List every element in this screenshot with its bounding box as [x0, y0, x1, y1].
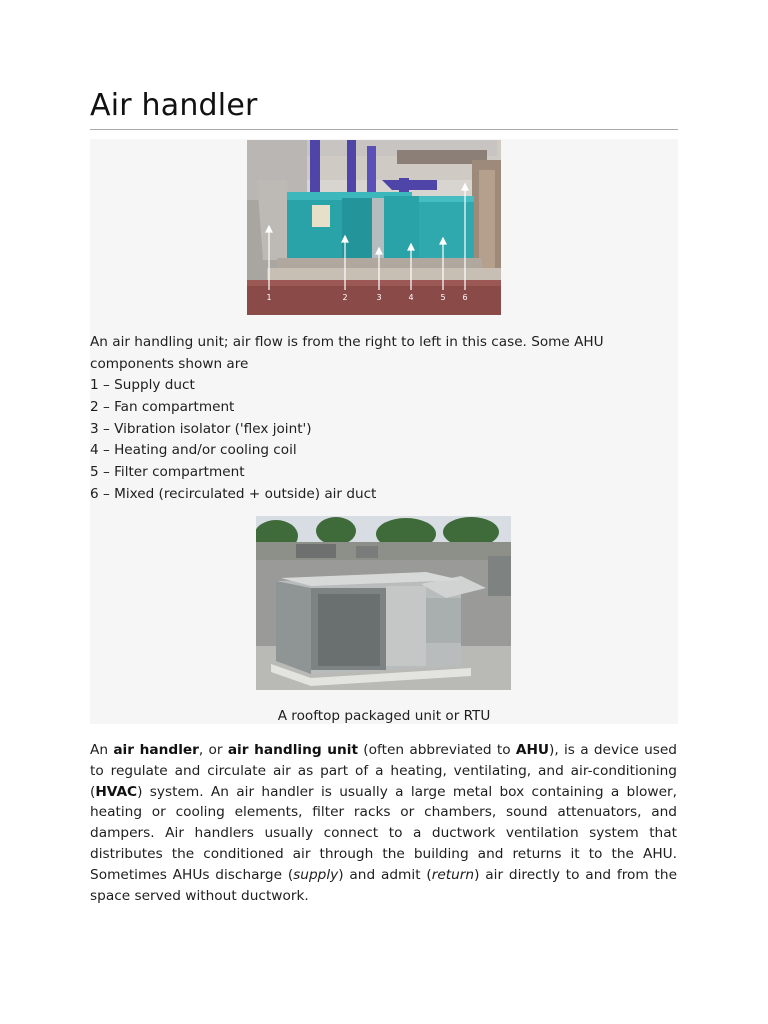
- term-air-handler: air handler: [113, 742, 199, 758]
- ahu-illustration: [247, 140, 501, 315]
- title-divider: [90, 129, 678, 130]
- figure2-caption: A rooftop packaged unit or RTU: [277, 708, 491, 724]
- callout-label: 5: [440, 293, 446, 302]
- components-list: [90, 375, 678, 506]
- page-title: Air handler: [90, 88, 258, 123]
- figure1-caption-intro: An air handling unit; air flow is from the right to left in this case. Some AHU components shown are: [90, 334, 604, 372]
- callout-label: 6: [462, 293, 468, 302]
- callout-label: 2: [342, 293, 348, 302]
- rooftop-unit-photo: [256, 516, 511, 690]
- list-item: 6 – Mixed (recirculated + outside) air duct: [90, 485, 377, 502]
- callout-label: 4: [408, 293, 414, 302]
- term-hvac: HVAC: [95, 783, 138, 800]
- term-return: return: [431, 866, 475, 883]
- list-item: 5 – Filter compartment: [90, 464, 245, 481]
- air-handling-unit-photo: [247, 140, 501, 315]
- list-item: 1 – Supply duct: [90, 377, 195, 393]
- list-item: 4 – Heating and/or cooling coil: [90, 442, 297, 459]
- rtu-illustration: [256, 516, 511, 690]
- callout-label: 1: [266, 293, 272, 302]
- article-paragraph: An air handler, or air handling unit (often abbreviated to AHU), is a device used to regulate and circulate air as part of a heating, ventilating, and air-conditioning (HVAC) system. An air handler is usually a large metal box containing a blower, heating or cooling elements, filter racks or chambers, sound attenuators, and dampers. Air handlers usually connect to a ductwork ventilation system that distributes the conditioned air through the building and returns it to the AHU. Sometimes AHUs discharge (supply) and admit (return) air directly to and from the space served without ductwork.: [90, 742, 678, 904]
- callout-label: 3: [376, 293, 382, 302]
- term-ahu: AHU: [515, 742, 550, 758]
- term-supply: supply: [293, 866, 339, 883]
- term-air-handling-unit: air handling unit: [227, 742, 359, 758]
- list-item: 3 – Vibration isolator ('flex joint'): [90, 420, 312, 437]
- list-item: 2 – Fan compartment: [90, 398, 235, 415]
